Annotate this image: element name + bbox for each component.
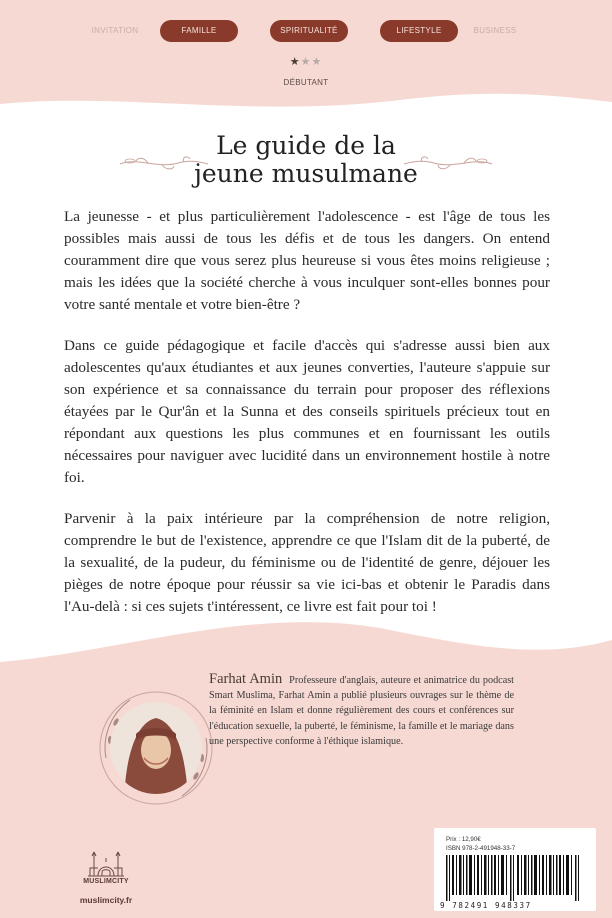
author-portrait xyxy=(96,688,216,808)
category-business[interactable]: BUSINESS xyxy=(473,26,517,35)
blurb xyxy=(64,206,550,637)
publisher-url: muslimcity.fr xyxy=(79,895,133,905)
barcode-label xyxy=(434,828,596,911)
category-invitation[interactable]: INVITATION xyxy=(91,26,139,35)
blurb-paragraph-1: La jeunesse - et plus particulièrement l'adolescence - est l'âge de tous les possibles mais aussi de tous les défis et de tous les dangers. On entend couramment dire que vous serez plus heureuse si vous êtes moins religieuse ; mais les idées que la société cherche à vous inculquer sont-elles bonnes pour votre santé mentale et votre bien-être ? xyxy=(64,208,550,313)
star-empty-icon: ★ xyxy=(311,55,323,68)
barcode-icon xyxy=(446,855,586,901)
category-lifestyle[interactable]: LIFESTYLE xyxy=(380,20,458,42)
price-text: Prix : 12,90€ xyxy=(446,836,481,843)
author-avatar-icon xyxy=(96,688,216,808)
barcode-number: 9 782491 948337 xyxy=(440,901,532,910)
category-famille[interactable]: FAMILLE xyxy=(160,20,238,42)
star-empty-icon: ★ xyxy=(300,55,312,68)
right-flourish-icon xyxy=(402,153,494,173)
isbn-text: ISBN 978-2-491948-33-7 xyxy=(446,845,516,852)
category-spiritualite[interactable]: SPIRITUALITÉ xyxy=(270,20,348,42)
category-bar xyxy=(0,20,612,42)
title-line-2: jeune musulmane xyxy=(194,159,418,188)
star-filled-icon: ★ xyxy=(289,55,301,68)
book-title xyxy=(0,132,612,188)
title-line-1: Le guide de la xyxy=(216,131,396,160)
difficulty-stars xyxy=(0,55,612,68)
author-name: Farhat Amin xyxy=(209,671,283,687)
blurb-paragraph-3: Parvenir à la paix intérieure par la compréhension de notre religion, comprendre le but de l'existence, apprendre ce que l'Islam dit de la puberté, de la sexualité, de la pudeur, du féminisme ou de l'identité de genre, déjouer les pièges de notre époque pour réussir sa vie ici-bas et obtenir le Paradis dans l'Au-delà : si ces sujets t'intéressent, ce livre est fait pour toi ! xyxy=(64,510,550,615)
blurb-paragraph-2: Dans ce guide pédagogique et facile d'accès qui s'adresse aussi bien aux adolescentes qu'aux étudiantes et aux jeunes converties, l'auteure s'appuie sur son expérience et sa connaissance du terrain pour proposer des réflexions étayées par le Qur'ân et la Sunna et des conseils spirituels précieux tout en répondant aux questions les plus communes et en fournissant les outils nécessaires pour naviguer avec lucidité dans un environnement hostile à notre foi. xyxy=(64,337,550,486)
author-bio xyxy=(209,672,514,749)
difficulty-level: DÉBUTANT xyxy=(283,78,329,87)
author-bio-text: Professeure d'anglais, auteure et animatrice du podcast Smart Muslima, Farhat Amin a publié plusieurs ouvrages sur le thème de la féminité en Islam et donne régulièrement des cours et conférences sur l'éducation sexuelle, la puberté, le féminisme, la famille et le mariage dans une perspective conforme à l'éthique islamique. xyxy=(209,675,515,747)
publisher-name: MUSLIMCITY xyxy=(83,878,129,885)
left-flourish-icon xyxy=(118,153,210,173)
